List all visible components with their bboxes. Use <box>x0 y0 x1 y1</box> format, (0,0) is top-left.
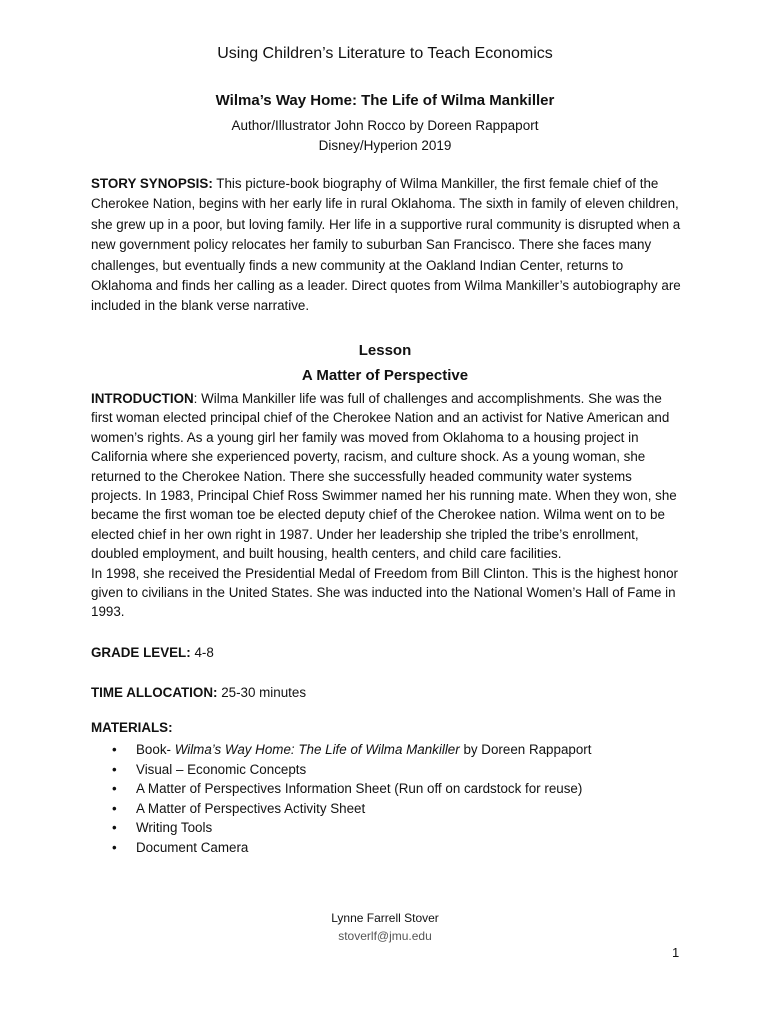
introduction-text: : Wilma Mankiller life was full of challenges and accomplishments. She was the first woman elected principal chief of the Cherokee Nation and an activist for Native American and women’s rights. As a young girl her family was moved from Oklahoma to a housing project in California where she experienced poverty, racism, and culture shock. As a young woman, she returned to the Cherokee Nation. There she successfully headed community water systems projects. In 1983, Principal Chief Ross Swimmer named her his running mate. When they won, she became the first woman toe be elected deputy chief of the Cherokee nation. Wilma went on to be elected chief in her own right in 1987. Under her leadership she tripled the tribe’s enrollment, doubled employment, and built housing, health centers, and child care facilities. <box>91 391 677 562</box>
grade-level-label: GRADE LEVEL: <box>91 645 191 660</box>
synopsis-label: STORY SYNOPSIS: <box>91 176 213 191</box>
synopsis-text: This picture-book biography of Wilma Mankiller, the first female chief of the Cherokee Nation, begins with her early life in rural Oklahoma. The sixth in family of eleven children, she grew up in a poor, but loving family. Her life in a supportive rural community is disrupted when a new government policy relocates her family to suburban San Francisco. There she faces many challenges, but eventually finds a new community at the Oakland Indian Center, returns to Oklahoma and finds her calling as a leader. Direct quotes from Wilma Mankiller’s autobiography are included in the blank verse narrative. <box>91 176 681 314</box>
page-number: 1 <box>672 945 680 960</box>
materials-item-text: Visual – Economic Concepts <box>136 761 307 777</box>
materials-item-text: A Matter of Perspectives Information Sheet (Run off on cardstock for reuse) <box>136 781 583 797</box>
grade-level <box>91 645 214 660</box>
time-allocation-label: TIME ALLOCATION: <box>91 685 218 700</box>
book-author-line: Author/Illustrator John Rocco by Doreen Rappaport <box>231 118 539 133</box>
list-item <box>112 760 591 780</box>
lesson-heading: Lesson <box>358 342 412 359</box>
introduction <box>91 389 681 622</box>
list-item <box>112 818 591 838</box>
book-publisher-line: Disney/Hyperion 2019 <box>318 138 452 153</box>
footer-email: stoverlf@jmu.edu <box>338 929 432 943</box>
time-allocation-value: 25-30 minutes <box>221 685 307 700</box>
introduction-text-2: In 1998, she received the Presidential Medal of Freedom from Bill Clinton. This is the highest honor given to civilians in the United States. She was inducted into the National Women’s Hall of Fame in 1993. <box>91 565 679 620</box>
materials-item-text: Writing Tools <box>136 820 213 836</box>
bullet-icon: • <box>112 742 117 757</box>
list-item <box>112 740 591 760</box>
materials-list <box>112 740 591 858</box>
list-item <box>112 779 591 799</box>
book-title: Wilma’s Way Home: The Life of Wilma Mankiller <box>215 92 555 109</box>
bullet-icon: • <box>112 761 117 777</box>
materials-book-suffix: by Doreen Rappaport <box>459 742 592 757</box>
materials-item-text: Document Camera <box>136 839 249 855</box>
bullet-icon: • <box>112 800 117 816</box>
materials-book-title: Wilma’s Way Home: The Life of Wilma Mankiller <box>174 742 460 757</box>
time-allocation <box>91 685 306 700</box>
bullet-icon: • <box>112 820 117 836</box>
lesson-title: A Matter of Perspective <box>301 367 469 384</box>
introduction-label: INTRODUCTION <box>91 391 194 406</box>
materials-item-text: A Matter of Perspectives Activity Sheet <box>136 800 366 816</box>
list-item <box>112 838 591 858</box>
story-synopsis <box>91 174 681 317</box>
bullet-icon: • <box>112 839 117 855</box>
page-header-title: Using Children’s Literature to Teach Economics <box>217 45 553 62</box>
footer-author-name: Lynne Farrell Stover <box>331 911 439 925</box>
bullet-icon: • <box>112 781 117 797</box>
materials-book-prefix: Book- <box>136 742 175 757</box>
materials-label: MATERIALS: <box>91 720 173 735</box>
grade-level-value: 4-8 <box>194 645 214 660</box>
list-item <box>112 799 591 819</box>
